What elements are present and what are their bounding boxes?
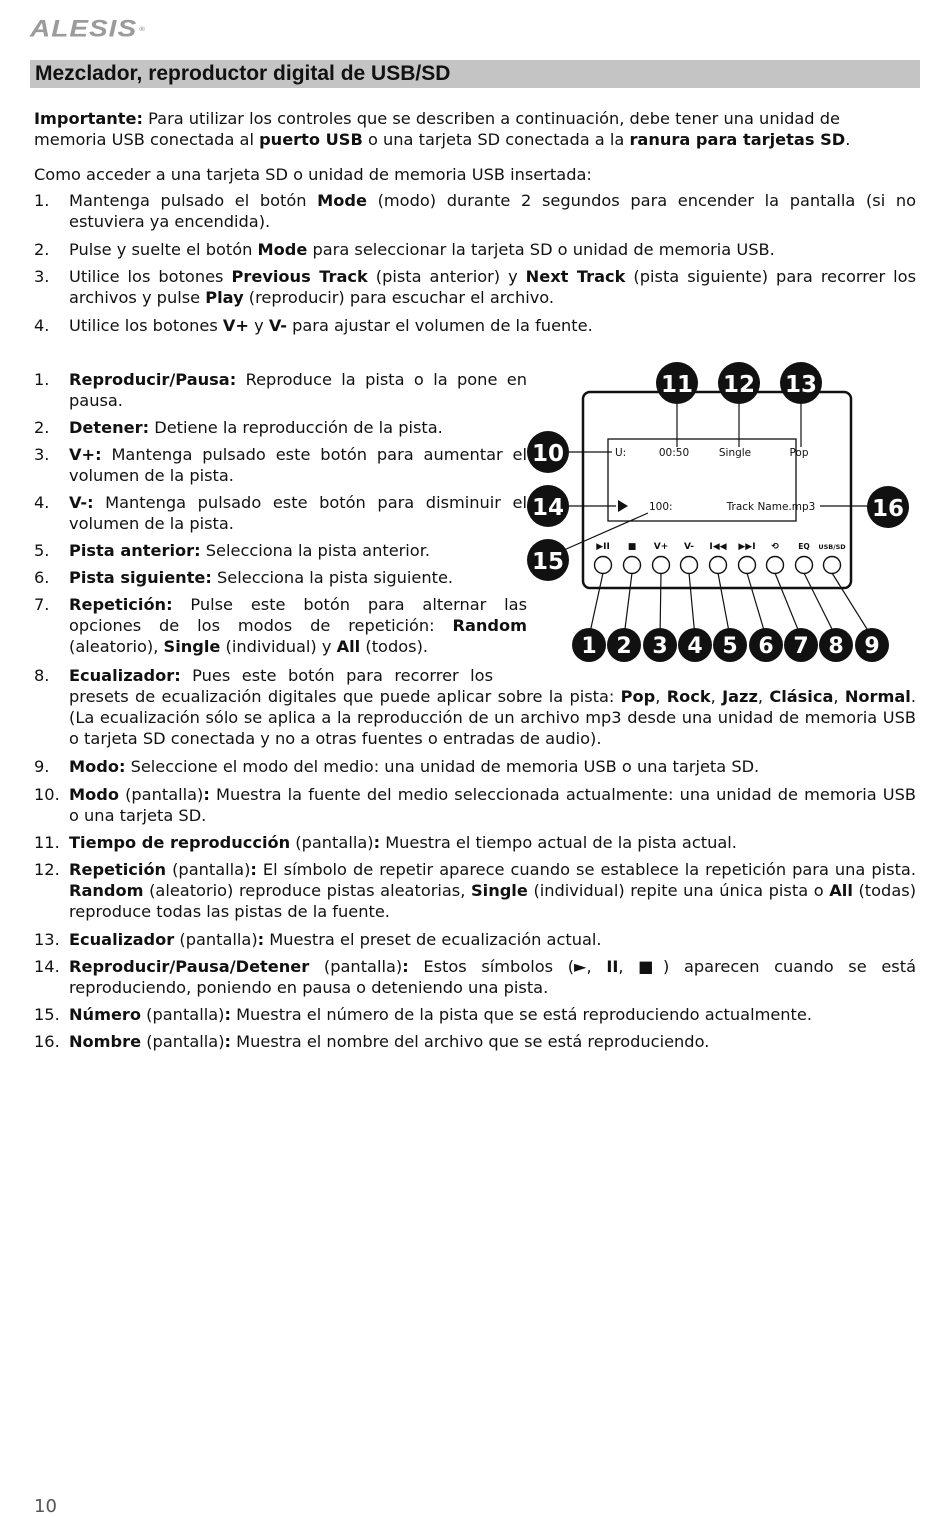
stop-button (624, 557, 641, 574)
page-number: 10 (34, 1496, 57, 1517)
page-title: Mezclador, reproductor digital de USB/SD (35, 62, 451, 85)
button-label-repeat: ⟲ (771, 542, 779, 552)
callout-4-label: 4 (687, 634, 703, 659)
section-header (30, 60, 920, 88)
next-track-button (739, 557, 756, 574)
button-label-play-pause: ▶II (596, 542, 610, 552)
previous-track-button (710, 557, 727, 574)
callout-7-label: 7 (793, 634, 809, 659)
button-label-vol-down: V- (683, 542, 695, 552)
display-repeat: Single (718, 447, 752, 459)
button-label-prev: I◀◀ (709, 542, 727, 552)
play-pause-button (595, 557, 612, 574)
volume-up-button (653, 557, 670, 574)
important-note: Importante: Para utilizar los controles que se describen a continuación, debe tener una unidad de memoria USB conectada al puerto USB o una tarjeta SD conectada a la ranura para tarjetas SD. (34, 109, 851, 149)
display-number: 100: (649, 501, 673, 513)
button-label-stop: ■ (627, 542, 637, 552)
button-label-usb-sd: USB/SD (818, 543, 846, 551)
button-label-eq: EQ (798, 542, 810, 551)
callout-11-label: 11 (660, 372, 694, 398)
volume-down-button (681, 557, 698, 574)
callout-10-label: 10 (531, 441, 565, 467)
display-name: Track Name.mp3 (726, 501, 816, 513)
callout-16-label: 16 (871, 496, 905, 522)
callout-13-label: 13 (784, 372, 818, 398)
display-eq: Pop (789, 447, 809, 459)
callout-9-label: 9 (864, 634, 880, 659)
callout-1-label: 1 (581, 634, 597, 659)
alesis-logo: ALESIS ® (30, 15, 147, 42)
callout-6-label: 6 (758, 634, 774, 659)
display-source: U: (615, 447, 627, 459)
callout-2-label: 2 (616, 634, 632, 659)
access-instructions-title: Como acceder a una tarjeta SD o unidad de memoria USB insertada: (34, 165, 592, 184)
callout-15-label: 15 (531, 549, 565, 575)
callout-14-label: 14 (531, 495, 565, 521)
callout-3-label: 3 (652, 634, 668, 659)
mode-button (824, 557, 841, 574)
device-diagram (520, 355, 920, 665)
button-label-next: ▶▶I (738, 542, 756, 552)
eq-button (796, 557, 813, 574)
callout-8-label: 8 (828, 634, 844, 659)
display-time: 00:50 (658, 447, 690, 459)
callout-12-label: 12 (722, 372, 756, 398)
callout-5-label: 5 (722, 634, 738, 659)
button-label-vol-up: V+ (653, 542, 669, 552)
repeat-button (767, 557, 784, 574)
